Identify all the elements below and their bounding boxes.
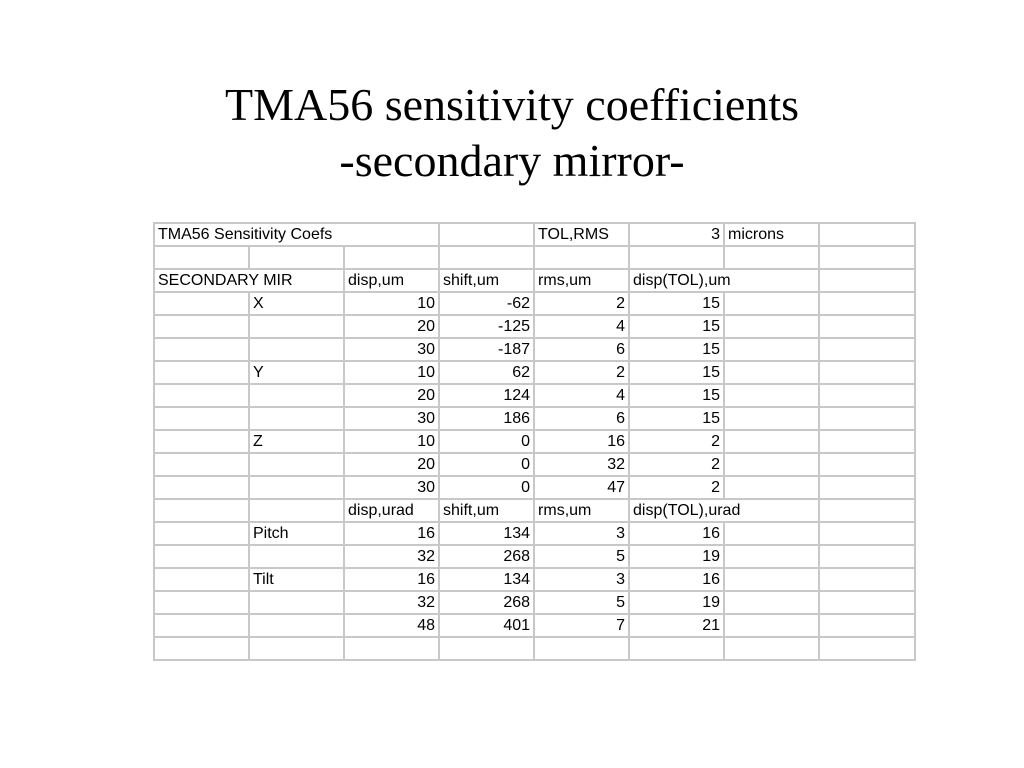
table-cell[interactable]	[439, 637, 534, 660]
table-cell[interactable]: 3	[629, 223, 724, 246]
table-cell[interactable]: -125	[439, 315, 534, 338]
table-cell[interactable]	[154, 637, 249, 660]
table-cell[interactable]	[724, 246, 819, 269]
table-cell[interactable]	[154, 338, 249, 361]
table-cell[interactable]: 15	[629, 384, 724, 407]
table-row	[154, 338, 915, 361]
table-cell[interactable]: 10	[344, 292, 439, 315]
table-cell[interactable]: 15	[629, 407, 724, 430]
table-cell[interactable]: 6	[534, 407, 629, 430]
table-cell[interactable]	[249, 545, 344, 568]
table-cell[interactable]: SECONDARY MIR	[154, 269, 344, 292]
table-cell[interactable]: rms,um	[534, 269, 629, 292]
table-cell[interactable]: 32	[344, 591, 439, 614]
table-row	[154, 476, 915, 499]
table-cell[interactable]	[154, 407, 249, 430]
table-cell[interactable]: 134	[439, 522, 534, 545]
table-cell[interactable]: 3	[534, 522, 629, 545]
table-cell[interactable]: 2	[629, 476, 724, 499]
table-cell[interactable]: 268	[439, 591, 534, 614]
table-cell[interactable]	[819, 453, 915, 476]
table-cell[interactable]: -62	[439, 292, 534, 315]
table-cell[interactable]	[724, 545, 819, 568]
table-cell[interactable]: 19	[629, 545, 724, 568]
table-cell[interactable]	[724, 522, 819, 545]
table-row	[154, 637, 915, 660]
table-cell[interactable]	[819, 338, 915, 361]
table-cell[interactable]: 6	[534, 338, 629, 361]
table-cell[interactable]: 268	[439, 545, 534, 568]
table-cell[interactable]	[154, 591, 249, 614]
table-cell[interactable]: 15	[629, 361, 724, 384]
table-cell[interactable]	[249, 591, 344, 614]
table-cell[interactable]	[819, 246, 915, 269]
table-cell[interactable]	[724, 614, 819, 637]
table-cell[interactable]	[154, 246, 249, 269]
table-cell[interactable]: 15	[629, 292, 724, 315]
table-row	[154, 315, 915, 338]
table-cell[interactable]	[249, 637, 344, 660]
table-cell[interactable]: 32	[344, 545, 439, 568]
table-cell[interactable]	[724, 292, 819, 315]
table-cell[interactable]: 0	[439, 430, 534, 453]
table-cell[interactable]: 19	[629, 591, 724, 614]
slide-title-line1: TMA56 sensitivity coefficients	[224, 79, 800, 130]
table-cell[interactable]	[724, 430, 819, 453]
table-cell[interactable]: 32	[534, 453, 629, 476]
table-cell[interactable]	[819, 591, 915, 614]
table-cell[interactable]	[629, 246, 724, 269]
table-cell[interactable]	[249, 315, 344, 338]
table-cell[interactable]: 186	[439, 407, 534, 430]
table-cell[interactable]	[154, 545, 249, 568]
table-cell[interactable]	[154, 499, 249, 522]
table-row	[154, 545, 915, 568]
table-cell[interactable]: Tilt	[249, 568, 344, 591]
table-cell[interactable]	[819, 407, 915, 430]
table-cell[interactable]: rms,um	[534, 499, 629, 522]
table-cell[interactable]	[819, 384, 915, 407]
table-cell[interactable]: 30	[344, 338, 439, 361]
table-cell[interactable]: 16	[344, 522, 439, 545]
table-cell[interactable]: 10	[344, 361, 439, 384]
table-cell[interactable]	[819, 614, 915, 637]
table-cell[interactable]: 2	[629, 453, 724, 476]
table-row	[154, 361, 915, 384]
table-row	[154, 384, 915, 407]
table-cell[interactable]: 15	[629, 315, 724, 338]
table-row	[154, 614, 915, 637]
table-row	[154, 522, 915, 545]
table-cell[interactable]	[819, 269, 915, 292]
table-cell[interactable]	[724, 591, 819, 614]
table-cell[interactable]	[819, 545, 915, 568]
table-cell[interactable]: 47	[534, 476, 629, 499]
slide-title-line2: -secondary mirror-	[339, 135, 685, 186]
table-cell[interactable]	[819, 430, 915, 453]
table-row	[154, 269, 915, 292]
table-cell[interactable]	[154, 453, 249, 476]
table-cell[interactable]: 4	[534, 384, 629, 407]
table-cell[interactable]: 62	[439, 361, 534, 384]
table-row	[154, 568, 915, 591]
table-cell[interactable]	[344, 637, 439, 660]
table-cell[interactable]	[724, 338, 819, 361]
table-cell[interactable]: Y	[249, 361, 344, 384]
table-cell[interactable]	[724, 384, 819, 407]
table-cell[interactable]: 5	[534, 545, 629, 568]
table-cell[interactable]	[154, 614, 249, 637]
table-cell[interactable]: TOL,RMS	[534, 223, 629, 246]
table-cell[interactable]: 2	[629, 430, 724, 453]
sensitivity-table	[153, 222, 916, 661]
table-cell[interactable]	[724, 476, 819, 499]
table-cell[interactable]	[249, 453, 344, 476]
table-cell[interactable]: 20	[344, 453, 439, 476]
table-cell[interactable]	[154, 292, 249, 315]
table-cell[interactable]: 0	[439, 476, 534, 499]
table-cell[interactable]	[819, 361, 915, 384]
table-cell[interactable]: 20	[344, 384, 439, 407]
table-cell[interactable]	[154, 568, 249, 591]
table-row	[154, 223, 915, 246]
table-cell[interactable]	[249, 614, 344, 637]
table-cell[interactable]	[154, 384, 249, 407]
table-cell[interactable]: 48	[344, 614, 439, 637]
table-cell[interactable]: Pitch	[249, 522, 344, 545]
table-cell[interactable]: 16	[534, 430, 629, 453]
table-cell[interactable]	[819, 292, 915, 315]
table-cell[interactable]	[819, 315, 915, 338]
table-cell[interactable]: 124	[439, 384, 534, 407]
table-cell[interactable]	[724, 637, 819, 660]
table-cell[interactable]	[249, 246, 344, 269]
table-row	[154, 246, 915, 269]
slide-title	[0, 77, 1024, 189]
table-cell[interactable]: 4	[534, 315, 629, 338]
table-cell[interactable]: TMA56 Sensitivity Coefs	[154, 223, 439, 246]
table-cell[interactable]	[724, 568, 819, 591]
table-cell[interactable]: 15	[629, 338, 724, 361]
table-cell[interactable]	[724, 453, 819, 476]
table-cell[interactable]	[249, 407, 344, 430]
table-cell[interactable]	[154, 430, 249, 453]
table-cell[interactable]	[154, 476, 249, 499]
table-cell[interactable]: 134	[439, 568, 534, 591]
table-cell[interactable]: 16	[629, 522, 724, 545]
table-cell[interactable]: -187	[439, 338, 534, 361]
table-row	[154, 591, 915, 614]
table-cell[interactable]: disp,um	[344, 269, 439, 292]
table-cell[interactable]: disp(TOL),urad	[629, 499, 819, 522]
table-cell[interactable]: 30	[344, 407, 439, 430]
table-cell[interactable]: 5	[534, 591, 629, 614]
table-cell[interactable]	[724, 315, 819, 338]
table-cell[interactable]	[534, 637, 629, 660]
table-row	[154, 292, 915, 315]
table-cell[interactable]: 10	[344, 430, 439, 453]
table-cell[interactable]	[249, 499, 344, 522]
table-cell[interactable]: 21	[629, 614, 724, 637]
table-cell[interactable]: 2	[534, 361, 629, 384]
table-cell[interactable]	[439, 223, 534, 246]
table-cell[interactable]	[534, 246, 629, 269]
table-cell[interactable]	[249, 338, 344, 361]
table-cell[interactable]	[819, 637, 915, 660]
table-cell[interactable]	[249, 476, 344, 499]
table-row	[154, 407, 915, 430]
table-cell[interactable]	[154, 522, 249, 545]
table-cell[interactable]: disp(TOL),um	[629, 269, 819, 292]
table-cell[interactable]	[819, 522, 915, 545]
table-cell[interactable]	[439, 246, 534, 269]
table-cell[interactable]: 401	[439, 614, 534, 637]
table-cell[interactable]: 16	[629, 568, 724, 591]
table-cell[interactable]: 16	[344, 568, 439, 591]
table-cell[interactable]: 0	[439, 453, 534, 476]
table-cell[interactable]: microns	[724, 223, 819, 246]
table-cell[interactable]: Z	[249, 430, 344, 453]
table-cell[interactable]	[819, 223, 915, 246]
table-cell[interactable]	[154, 361, 249, 384]
table-cell[interactable]	[819, 476, 915, 499]
table-cell[interactable]: 2	[534, 292, 629, 315]
table-cell[interactable]: 30	[344, 476, 439, 499]
table-cell[interactable]: 3	[534, 568, 629, 591]
table-cell[interactable]: shift,um	[439, 269, 534, 292]
table-cell[interactable]	[724, 361, 819, 384]
table-cell[interactable]: shift,um	[439, 499, 534, 522]
table-cell[interactable]: 20	[344, 315, 439, 338]
table-cell[interactable]	[629, 637, 724, 660]
table-cell[interactable]	[819, 568, 915, 591]
table-cell[interactable]	[154, 315, 249, 338]
table-cell[interactable]	[724, 407, 819, 430]
table-cell[interactable]: X	[249, 292, 344, 315]
table-cell[interactable]	[819, 499, 915, 522]
table-cell[interactable]	[249, 384, 344, 407]
table-row	[154, 499, 915, 522]
table-cell[interactable]	[344, 246, 439, 269]
table-row	[154, 430, 915, 453]
table-cell[interactable]: disp,urad	[344, 499, 439, 522]
table-cell[interactable]: 7	[534, 614, 629, 637]
table-row	[154, 453, 915, 476]
